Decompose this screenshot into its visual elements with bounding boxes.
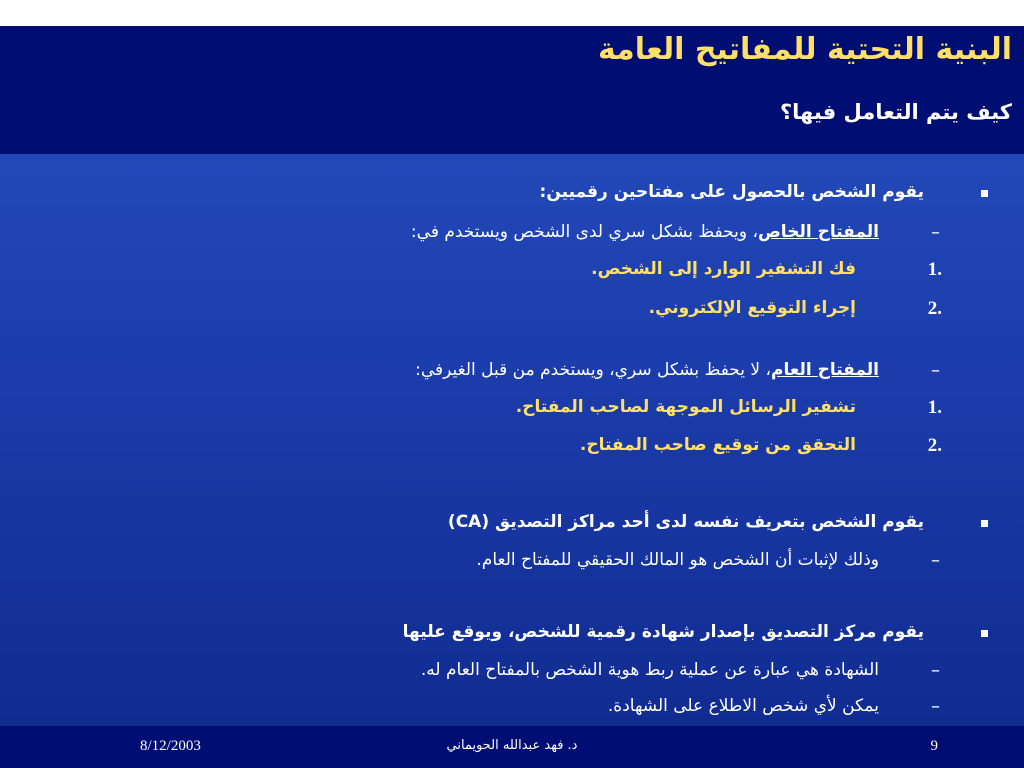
private-key-label: المفتاح الخاص bbox=[757, 222, 879, 242]
square-bullet-icon bbox=[981, 520, 988, 527]
dash-icon: – bbox=[931, 696, 940, 717]
dash-text: يمكن لأي شخص الاطلاع على الشهادة. bbox=[607, 696, 879, 716]
dash-icon: – bbox=[931, 360, 940, 381]
bullet-item-ca bbox=[0, 512, 1024, 542]
dash-item bbox=[0, 660, 1024, 690]
private-key-desc: ، ويحفظ بشكل سري لدى الشخص ويستخدم في: bbox=[410, 222, 758, 242]
numbered-text: إجراء التوقيع الإلكتروني. bbox=[648, 298, 856, 318]
item-number: 2. bbox=[927, 298, 942, 319]
item-number: 1. bbox=[927, 259, 942, 280]
item-number: 2. bbox=[927, 435, 942, 456]
numbered-item bbox=[0, 397, 1024, 427]
dash-icon: – bbox=[931, 222, 940, 243]
public-key-desc: ، لا يحفظ بشكل سري، ويستخدم من قبل الغيرفي: bbox=[415, 360, 771, 380]
footer-author: د. فهد عبدالله الحويماني bbox=[446, 738, 578, 753]
dash-item-private-key bbox=[0, 222, 1024, 252]
square-bullet-icon bbox=[981, 190, 988, 197]
dash-icon: – bbox=[931, 550, 940, 571]
dash-text bbox=[415, 360, 879, 380]
slide-subtitle: كيف يتم التعامل فيها؟ bbox=[779, 100, 1012, 124]
dash-item bbox=[0, 550, 1024, 580]
footer-date: 8/12/2003 bbox=[140, 738, 201, 754]
public-key-label: المفتاح العام bbox=[771, 360, 879, 380]
top-margin bbox=[0, 0, 1024, 26]
numbered-item bbox=[0, 435, 1024, 465]
page-number: 9 bbox=[930, 738, 938, 754]
dash-item bbox=[0, 696, 1024, 726]
item-number: 1. bbox=[927, 397, 942, 418]
dash-text bbox=[411, 222, 879, 242]
numbered-text: تشفير الرسائل الموجهة لصاحب المفتاح. bbox=[515, 397, 856, 417]
bullet-text: يقوم الشخص بتعريف نفسه لدى أحد مراكز التصديق (CA) bbox=[447, 512, 924, 532]
numbered-text: التحقق من توقيع صاحب المفتاح. bbox=[579, 435, 856, 455]
dash-text: وذلك لإثبات أن الشخص هو المالك الحقيقي للمفتاح العام. bbox=[476, 550, 879, 570]
slide-title: البنية التحتية للمفاتيح العامة bbox=[597, 32, 1012, 67]
numbered-item bbox=[0, 298, 1024, 328]
numbered-item bbox=[0, 259, 1024, 289]
dash-text: الشهادة هي عبارة عن عملية ربط هوية الشخص بالمفتاح العام له. bbox=[420, 660, 879, 680]
square-bullet-icon bbox=[981, 630, 988, 637]
bullet-item-keys bbox=[0, 182, 1024, 212]
bullet-text: يقوم مركز التصديق بإصدار شهادة رقمية للشخص، ويوقع عليها bbox=[402, 622, 924, 642]
dash-item-public-key bbox=[0, 360, 1024, 390]
bullet-text: يقوم الشخص بالحصول على مفتاحين رقميين: bbox=[539, 182, 924, 202]
dash-icon: – bbox=[931, 660, 940, 681]
numbered-text: فك التشفير الوارد إلى الشخص. bbox=[591, 259, 856, 279]
bullet-item-certificate bbox=[0, 622, 1024, 652]
